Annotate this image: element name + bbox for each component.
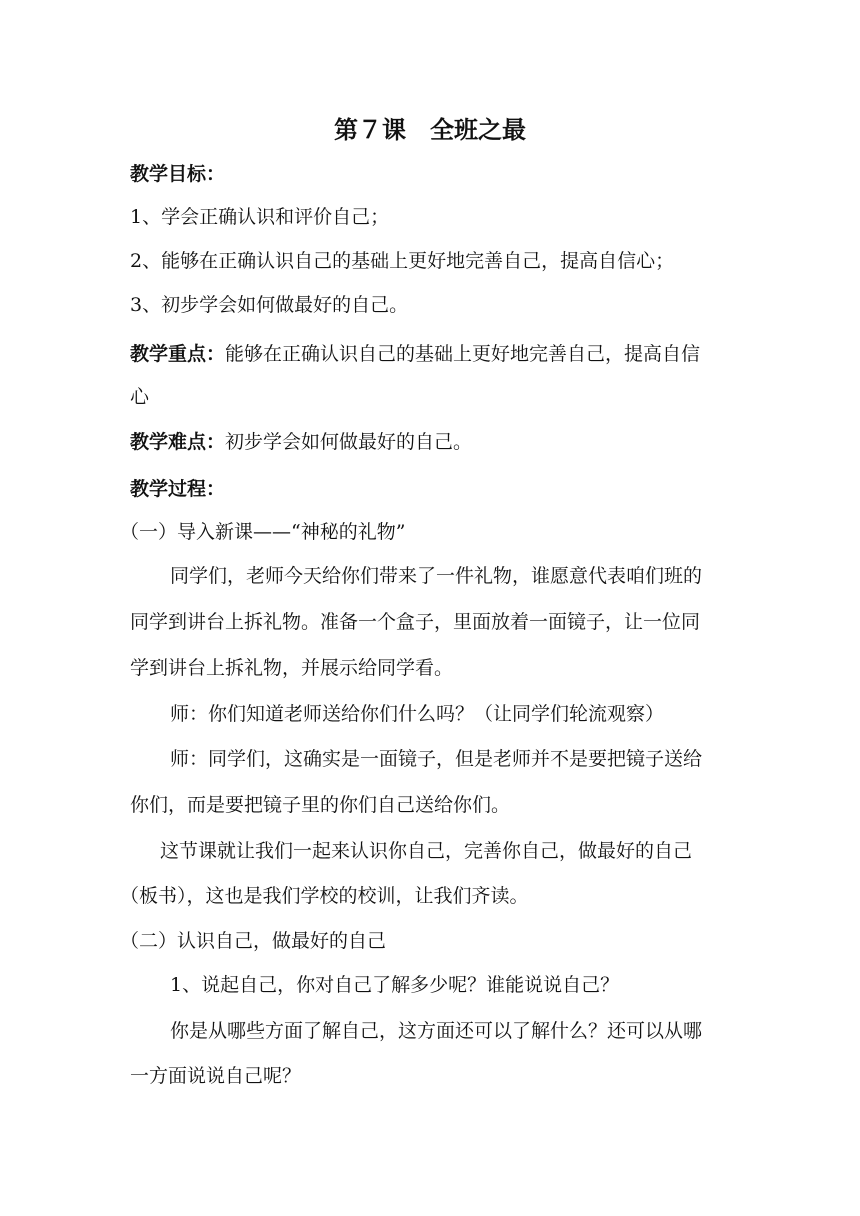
paragraph-line: 1、说起自己，你对自己了解多少呢？谁能说说自己？ xyxy=(170,974,620,996)
section-heading: （二）认识自己，做最好的自己 xyxy=(120,930,387,952)
difficulty xyxy=(130,428,730,456)
paragraph-line: 一方面说说自己呢？ xyxy=(130,1065,302,1087)
paragraph-line: 同学到讲台上拆礼物。准备一个盒子，里面放着一面镜子，让一位同 xyxy=(130,611,701,633)
lesson-title: 第７课 全班之最 xyxy=(334,116,526,144)
objective-item: 3、初步学会如何做最好的自己。 xyxy=(130,294,409,316)
paragraph-line: 学到讲台上拆礼物，并展示给同学看。 xyxy=(130,657,454,679)
key-point-text: 能够在正确认识自己的基础上更好地完善自己，提高自信 xyxy=(225,343,701,365)
paragraph-line: 师：你们知道老师送给你们什么吗？（让同学们轮流观察） xyxy=(170,703,665,725)
objectives-heading: 教学目标： xyxy=(130,163,226,185)
difficulty-text: 初步学会如何做最好的自己。 xyxy=(225,431,473,453)
section-heading: （一）导入新课——“神秘的礼物” xyxy=(120,521,406,543)
objective-item: 1、学会正确认识和评价自己； xyxy=(130,206,390,228)
objective-item: 2、能够在正确认识自己的基础上更好地完善自己，提高自信心； xyxy=(130,250,675,272)
key-point-continuation: 心 xyxy=(130,386,150,408)
paragraph-line: 这节课就让我们一起来认识你自己，完善你自己，做最好的自己 xyxy=(160,840,693,862)
paragraph-line: 同学们，老师今天给你们带来了一件礼物，谁愿意代表咱们班的 xyxy=(170,565,703,587)
key-point xyxy=(130,340,730,368)
paragraph-line: 你是从哪些方面了解自己，这方面还可以了解什么？还可以从哪 xyxy=(170,1020,703,1042)
paragraph-line: 师：同学们，这确实是一面镜子，但是老师并不是要把镜子送给 xyxy=(170,748,703,770)
key-point-label: 教学重点： xyxy=(130,343,226,365)
paragraph-line: （板书），这也是我们学校的校训，让我们齐读。 xyxy=(120,885,529,907)
paragraph-line: 你们，而是要把镜子里的你们自己送给你们。 xyxy=(130,794,511,816)
process-heading: 教学过程： xyxy=(130,478,226,500)
difficulty-label: 教学难点： xyxy=(130,431,226,453)
